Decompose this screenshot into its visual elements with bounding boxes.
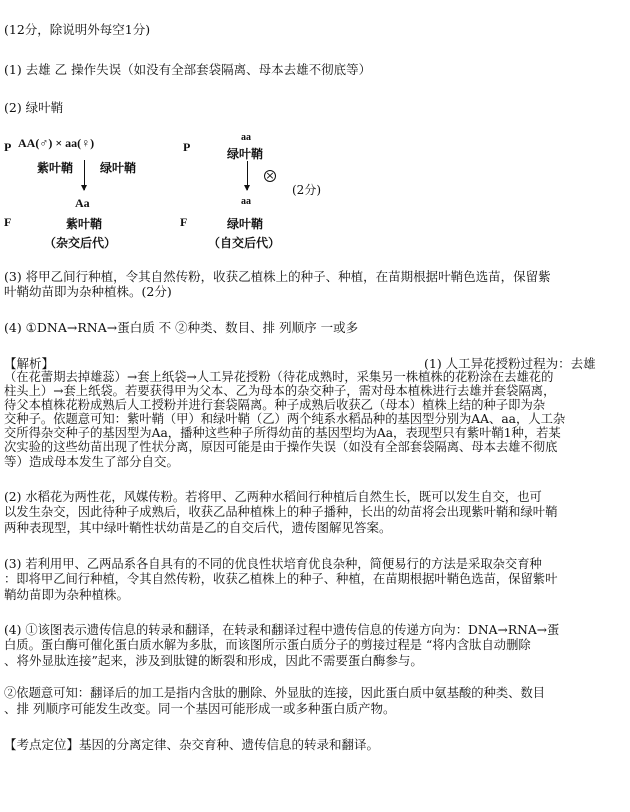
analysis-4-line2: 白质。蛋白酶可催化蛋白质水解为多肽，而该图所示蛋白质分子的剪接过程是 “将内含肽自动删除 [4,638,531,652]
analysis-3-line3: 鞘幼苗即为杂种植株。 [4,587,130,602]
left-parent1-phenotype: 紫叶鞘 [37,161,74,175]
diagram-score-note: (2分) [292,183,321,197]
left-p-label: P [4,140,12,154]
exam-point: 【考点定位】基因的分离定律、杂交育种、遗传信息的转录和翻译。 [4,737,380,752]
selfing-symbol: × [265,169,275,182]
analysis-1-line7: 次实验的这些幼苗出现了性状分离，原因可能是由于操作失误（如没有全部套袋隔离、母本去雄不彻底 [4,440,558,454]
right-offspring-genotype: aa [241,196,251,207]
analysis-4b-line2: 、排 列顺序可能发生改变。同一个基因可能形成一或多种蛋白质产物。 [4,701,396,716]
analysis-1-line3: 柱头上）→套上纸袋。若要获得甲为父本、乙为母本的杂交种子，需对母本植株进行去雄并套袋隔离， [4,384,556,398]
analysis-3-line2: ：即将甲乙间行种植，令其自然传粉，收获乙植株上的种子、种植，在苗期根据叶鞘色选苗，保留紫叶 [4,572,558,586]
analysis-4-line3: 、将外显肽连接”起来，涉及到肽键的断裂和形成，因此不需要蛋白酶参与。 [4,653,423,668]
analysis-1-line4: 待父本植株花粉成熟后人工授粉并进行套袋隔离。种子成熟后收获乙（母本）植株上结的种子即为杂 [4,398,546,412]
right-parent-phenotype: 绿叶鞘 [227,147,264,161]
score-header: (12分，除说明外每空1分) [4,22,151,37]
answer-3-line1: (3) 将甲乙间行种植，令其自然传粉，收获乙植株上的种子、种植，在苗期根据叶鞘色选苗，保留紫 [4,269,551,284]
right-parent-genotype: aa [241,132,251,143]
left-offspring-genotype: Aa [75,196,90,210]
right-f-label: F [180,215,188,229]
analysis-heading: 【解析】 [4,356,55,371]
right-self-arrow [247,161,248,190]
analysis-3-line1: (3) 若利用甲、乙两品系各自具有的不同的优良性状培育优良杂种，简便易行的方法是采取杂交育种 [4,557,542,571]
left-cross-genotypes: AA(♂) × aa(♀) [18,136,95,150]
left-parent2-phenotype: 绿叶鞘 [100,161,137,175]
right-p-label: P [183,140,191,154]
analysis-1-line8: 等）造成母本发生了部分自交。 [4,454,180,469]
analysis-2-line3: 两种表现型，其中绿叶鞘性状幼苗是乙的自交后代，遗传图解见答案。 [4,520,392,535]
analysis-2-line2: 以发生杂交，因此待种子成熟后，收获乙品种植株上的种子播种，长出的幼苗将会出现紫叶鞘和绿叶鞘 [4,505,558,519]
analysis-1-line2: （在花蕾期去掉雄蕊）→套上纸袋→人工异花授粉（待花成熟时，采集另一株植株的花粉涂在去雄花的 [4,370,554,384]
left-f-label: F [4,215,12,229]
analysis-1-line5: 交种子。依题意可知：紫叶鞘（甲）和绿叶鞘（乙）两个纯系水稻品种的基因型分别为AA、aa，人工杂 [4,412,566,426]
analysis-1-line6: 交所得杂交种子的基因型为Aa，播种这些种子所得幼苗的基因型均为Aa，表现型只有紫叶鞘1种，若某 [4,426,561,440]
answer-3-line2: 叶鞘幼苗即为杂种植株。(2分) [4,284,172,299]
answer-4: (4) ①DNA→RNA→蛋白质 不 ②种类、数目、排 列顺序 一或多 [4,320,359,335]
answer-1: (1) 去雄 乙 操作失误（如没有全部套袋隔离、母本去雄不彻底等） [4,62,372,77]
left-offspring-phenotype: 紫叶鞘 [66,217,103,231]
right-offspring-caption: （自交后代） [208,236,281,250]
left-cross-arrow [84,160,85,190]
right-offspring-phenotype: 绿叶鞘 [227,217,264,231]
analysis-4b-line1: ②依题意可知：翻译后的加工是指内含肽的删除、外显肽的连接，因此蛋白质中氨基酸的种类、数目 [4,686,546,700]
analysis-1-start: (1) 人工异花授粉过程为：去雄 [424,356,596,371]
analysis-4-line1: (4) ①该图表示遗传信息的转录和翻译，在转录和翻译过程中遗传信息的传递方向为：DNA→RNA→蛋 [4,623,560,637]
answer-2: (2) 绿叶鞘 [4,100,64,115]
analysis-2-line1: (2) 水稻花为两性花，风媒传粉。若将甲、乙两种水稻间行种植后自然生长，既可以发生自交，也可 [4,490,542,504]
left-offspring-caption: （杂交后代） [44,236,117,250]
